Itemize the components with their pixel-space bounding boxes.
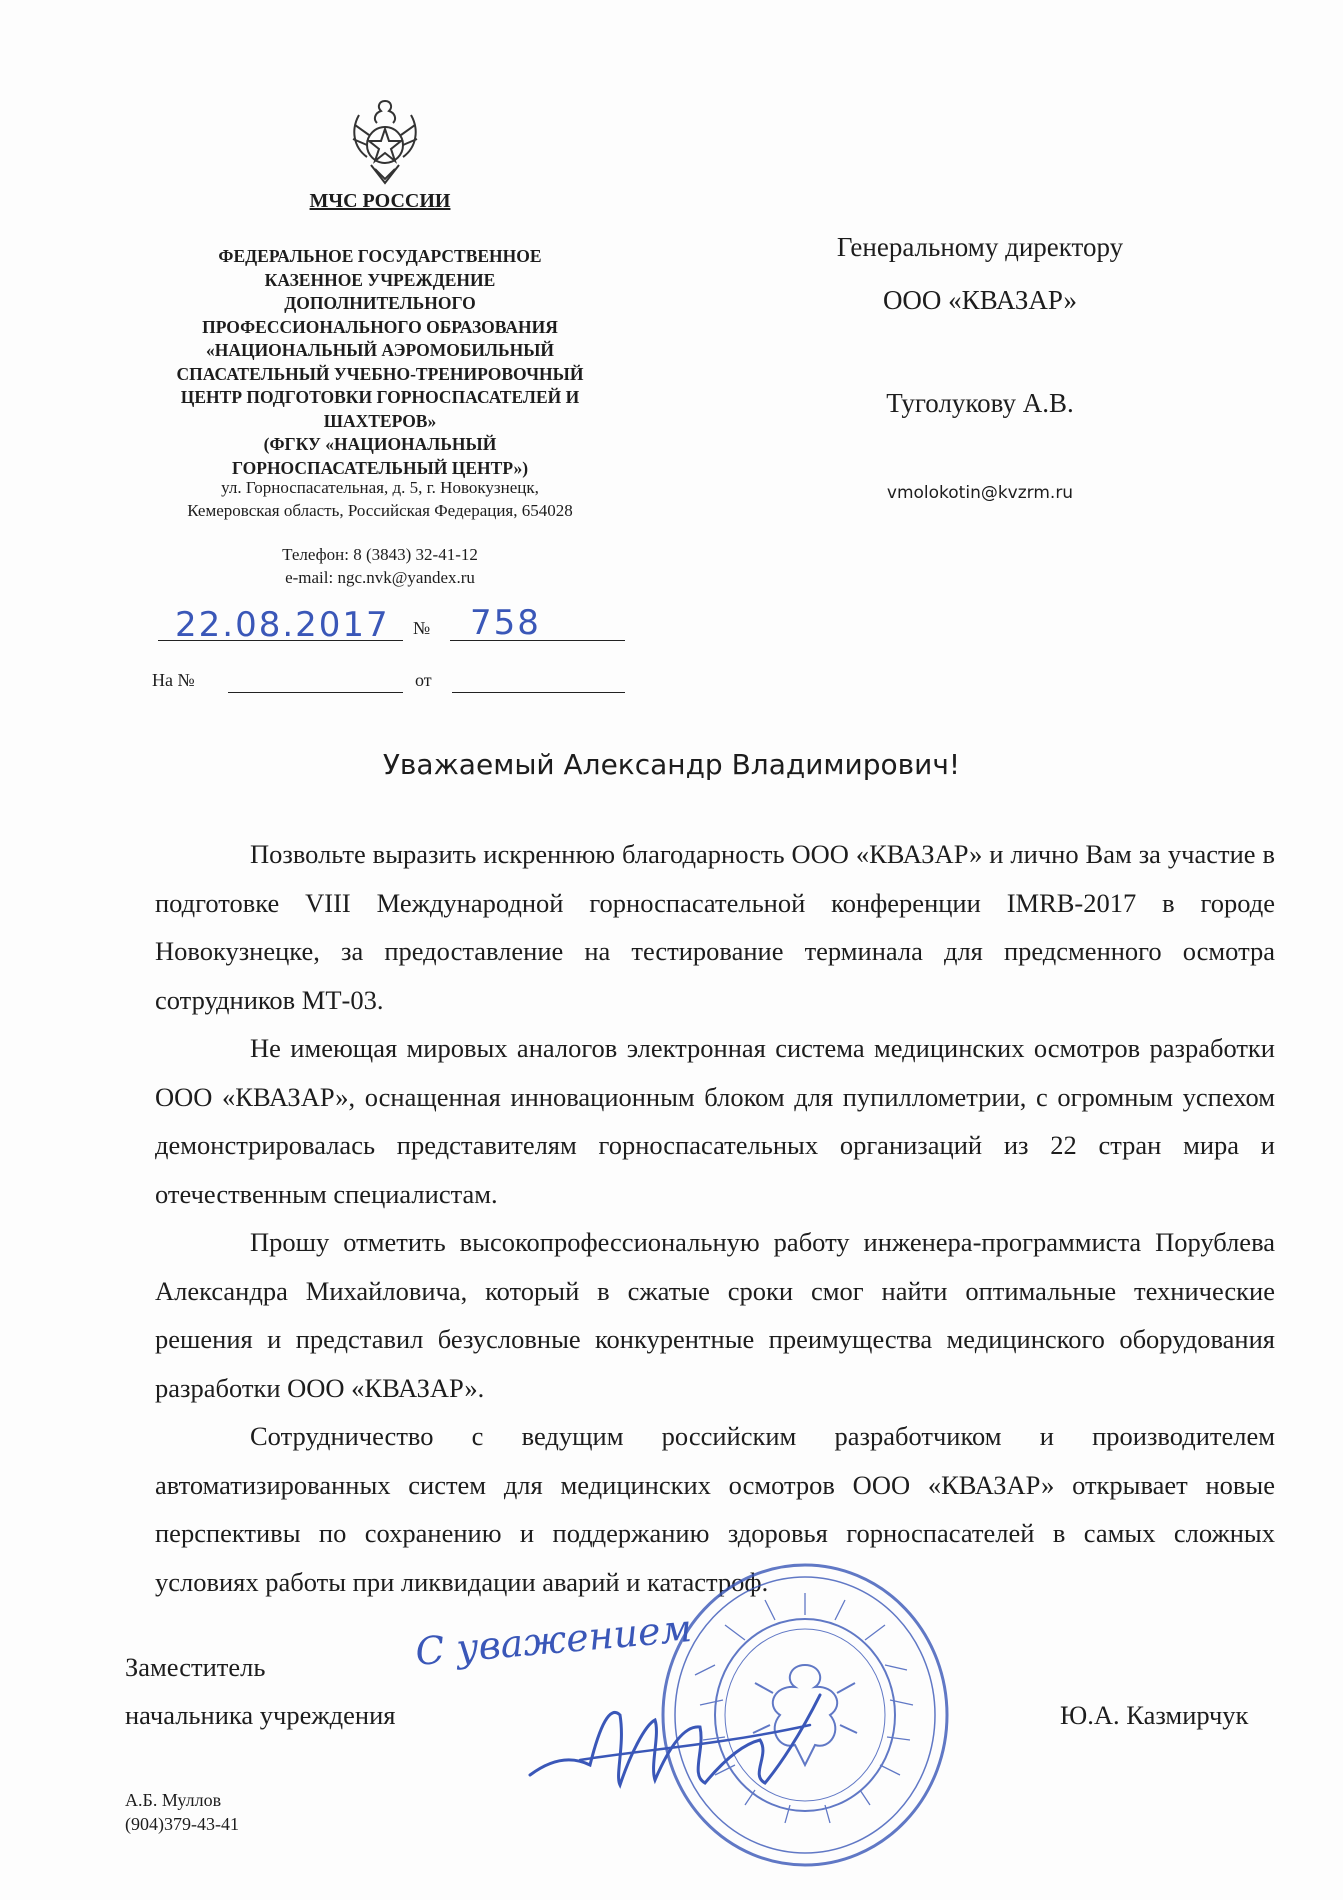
org-name-line: ЦЕНТР ПОДГОТОВКИ ГОРНОСПАСАТЕЛЕЙ И [180, 387, 580, 407]
signature-scribble-icon [520, 1665, 830, 1805]
outgoing-date: 22.08.2017 [175, 605, 390, 645]
organization-address [130, 476, 630, 522]
signatory-title-line2: начальника учреждения [125, 1700, 396, 1730]
reply-number-label: На № [152, 670, 195, 690]
recipient-name: Туголукову А.В. [886, 388, 1074, 418]
recipient-title: Генеральному директору [836, 232, 1124, 262]
organization-name [130, 245, 630, 480]
executor-name: А.Б. Муллов [125, 1790, 222, 1810]
handwritten-note: С уважением [413, 1606, 694, 1674]
ministry-title: МЧС РОССИИ [309, 190, 451, 212]
address-line: ул. Горноспасательная, д. 5, г. Новокузнецк, [221, 478, 539, 497]
org-phone: Телефон: 8 (3843) 32-41-12 [282, 545, 478, 564]
recipient-email: vmolokotin@kvzrm.ru [886, 483, 1074, 503]
executor-phone: (904)379-43-41 [125, 1814, 239, 1834]
org-name-line: «НАЦИОНАЛЬНЫЙ АЭРОМОБИЛЬНЫЙ [205, 340, 555, 360]
body-paragraph: Не имеющая мировых аналогов электронная система медицинских осмотров разработки ООО «КВАЗАР», оснащенная инновационным блоком для пупиллометрии, с огромным успехом демонстрировалась представителям горноспасательных организаций из 22 стран мира и отечественным специалистам. [155, 1033, 1275, 1209]
address-line: Кемеровская область, Российская Федерация, 654028 [187, 501, 573, 520]
signatory-title-line1: Заместитель [125, 1652, 266, 1682]
body-paragraph: Прошу отметить высокопрофессиональную работу инженера-программиста Порублева Александра Михайловича, который в сжатые сроки смог найти оптимальные технические решения и представил безусловные конкурентные преимущества медицинского оборудования разработки ООО «КВАЗАР». [155, 1227, 1275, 1403]
reply-date-underline [452, 692, 625, 693]
number-label: № [413, 618, 431, 638]
org-name-line: ГОРНОСПАСАТЕЛЬНЫЙ ЦЕНТР») [231, 457, 529, 478]
reply-date-label: от [415, 670, 432, 690]
date-underline [158, 640, 403, 641]
letter-body [155, 830, 1275, 1606]
reply-number-underline [228, 692, 403, 693]
org-name-line: ШАХТЕРОВ» [323, 410, 437, 431]
org-name-line: СПАСАТЕЛЬНЫЙ УЧЕБНО-ТРЕНИРОВОЧНЫЙ [176, 363, 584, 384]
outgoing-number: 758 [470, 603, 541, 643]
org-email: e-mail: ngc.nvk@yandex.ru [285, 568, 475, 587]
org-name-line: (ФГКУ «НАЦИОНАЛЬНЫЙ [263, 434, 497, 454]
signatory-name: Ю.А. Казмирчук [1060, 1700, 1249, 1730]
salutation: Уважаемый Александр Владимирович! [382, 748, 961, 781]
body-paragraph: Сотрудничество с ведущим российским разработчиком и производителем автоматизированных систем для медицинских осмотров ООО «КВАЗАР» открывает новые перспективы по сохранению и поддержанию здоровья горноспасателей в самых сложных условиях работы при ликвидации аварий и катастроф. [155, 1421, 1275, 1597]
mchs-emblem-icon [345, 95, 425, 187]
number-underline [450, 640, 625, 641]
org-name-line: ПРОФЕССИОНАЛЬНОГО ОБРАЗОВАНИЯ [202, 316, 558, 337]
body-paragraph: Позвольте выразить искреннюю благодарность ООО «КВАЗАР» и лично Вам за участие в подготовке VIII Международной горноспасательной конференции IMRB-2017 в городе Новокузнецке, за предоставление на тестирование терминала для предсменного осмотра сотрудников МТ-03. [155, 839, 1275, 1015]
org-name-line: ДОПОЛНИТЕЛЬНОГО [284, 293, 476, 313]
recipient-company: ООО «КВАЗАР» [882, 285, 1078, 315]
org-name-line: ФЕДЕРАЛЬНОЕ ГОСУДАРСТВЕННОЕ [218, 246, 542, 266]
org-name-line: КАЗЕННОЕ УЧРЕЖДЕНИЕ [264, 269, 496, 290]
organization-contacts [200, 543, 560, 589]
